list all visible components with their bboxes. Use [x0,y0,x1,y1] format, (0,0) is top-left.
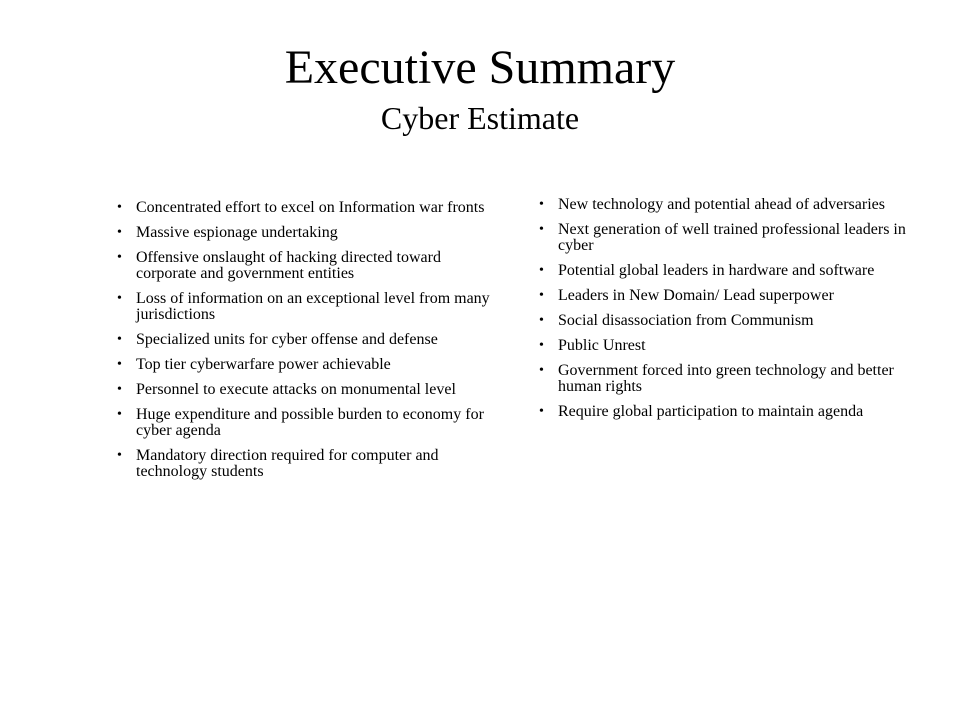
list-item [117,200,492,216]
list-item-text: Next generation of well trained professional leaders in cyber [558,221,906,254]
list-item [117,357,492,373]
list-item-text: Offensive onslaught of hacking directed toward corporate and government entities [136,249,441,282]
list-item-text: Personnel to execute attacks on monumental level [136,381,456,398]
bullet-icon: • [539,404,544,419]
list-item-text: Potential global leaders in hardware and software [558,262,875,279]
list-item-text: New technology and potential ahead of adversaries [558,196,885,213]
bullet-icon: • [117,357,122,372]
left-bullet-list [117,200,492,489]
title-block [0,40,960,138]
list-item [539,197,909,213]
list-item-text: Massive espionage undertaking [136,224,338,241]
list-item [117,448,492,480]
bullet-icon: • [117,407,122,422]
slide-subtitle: Cyber Estimate [380,100,580,136]
list-item [539,222,909,254]
bullet-icon: • [117,448,122,463]
list-item [539,313,909,329]
list-item [539,363,909,395]
list-item-text: Social disassociation from Communism [558,312,814,329]
list-item-text: Government forced into green technology and better human rights [558,362,894,395]
bullet-icon: • [117,200,122,215]
list-item [117,332,492,348]
list-item-text: Huge expenditure and possible burden to economy for cyber agenda [136,406,484,439]
bullet-icon: • [539,313,544,328]
list-item-text: Mandatory direction required for computer and technology students [136,447,439,480]
bullet-icon: • [117,225,122,240]
bullet-icon: • [539,288,544,303]
list-item [117,382,492,398]
list-item [117,291,492,323]
bullet-icon: • [539,338,544,353]
list-item [539,288,909,304]
list-item-text: Require global participation to maintain agenda [558,403,864,420]
list-item-text: Specialized units for cyber offense and defense [136,331,438,348]
bullet-icon: • [539,363,544,378]
list-item [539,338,909,354]
bullet-icon: • [117,250,122,265]
list-item [117,250,492,282]
list-item [539,404,909,420]
bullet-icon: • [539,263,544,278]
bullet-icon: • [539,197,544,212]
list-item-text: Public Unrest [558,337,646,354]
list-item [117,407,492,439]
list-item-text: Concentrated effort to excel on Information war fronts [136,199,485,216]
right-bullet-list [539,197,909,429]
list-item [539,263,909,279]
slide-title: Executive Summary [284,41,676,94]
list-item-text: Top tier cyberwarfare power achievable [136,356,391,373]
bullet-icon: • [117,332,122,347]
list-item [117,225,492,241]
bullet-icon: • [117,382,122,397]
bullet-icon: • [539,222,544,237]
bullet-icon: • [117,291,122,306]
list-item-text: Loss of information on an exceptional level from many jurisdictions [136,290,490,323]
list-item-text: Leaders in New Domain/ Lead superpower [558,287,834,304]
